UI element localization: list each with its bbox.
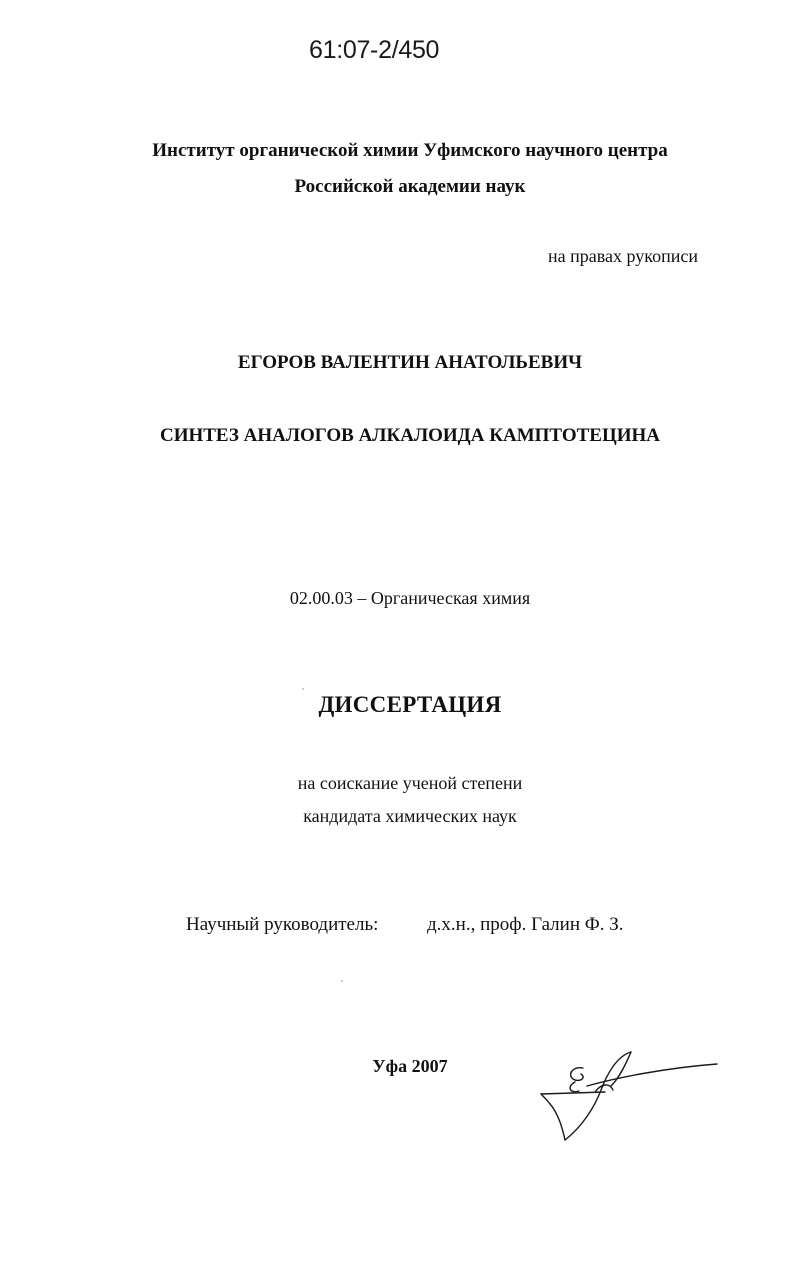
- manuscript-note: на правах рукописи: [548, 246, 698, 266]
- degree-line-1: на соискание ученой степени: [297, 773, 523, 793]
- document-type: ДИССЕРТАЦИЯ: [318, 692, 502, 717]
- paper-speck: [302, 688, 304, 690]
- institution-line-2: Российской академии наук: [294, 176, 526, 197]
- dissertation-title: СИНТЕЗ АНАЛОГОВ АЛКАЛОИДА КАМПТОТЕЦИНА: [159, 425, 661, 446]
- degree-line-2: кандидата химических наук: [303, 806, 517, 826]
- advisor-label: Научный руководитель:: [186, 914, 379, 935]
- specialty-code: 02.00.03 – Органическая химия: [289, 588, 531, 608]
- paper-speck: [341, 980, 343, 982]
- call-number: 61:07-2/450: [309, 36, 440, 64]
- author-name: ЕГОРОВ ВАЛЕНТИН АНАТОЛЬЕВИЧ: [237, 352, 583, 373]
- advisor-name: д.х.н., проф. Галин Ф. З.: [427, 914, 624, 935]
- handwritten-signature: [535, 1046, 725, 1146]
- institution-line-1: Институт органической химии Уфимского научного центра: [152, 140, 668, 161]
- city-year: Уфа 2007: [372, 1056, 448, 1076]
